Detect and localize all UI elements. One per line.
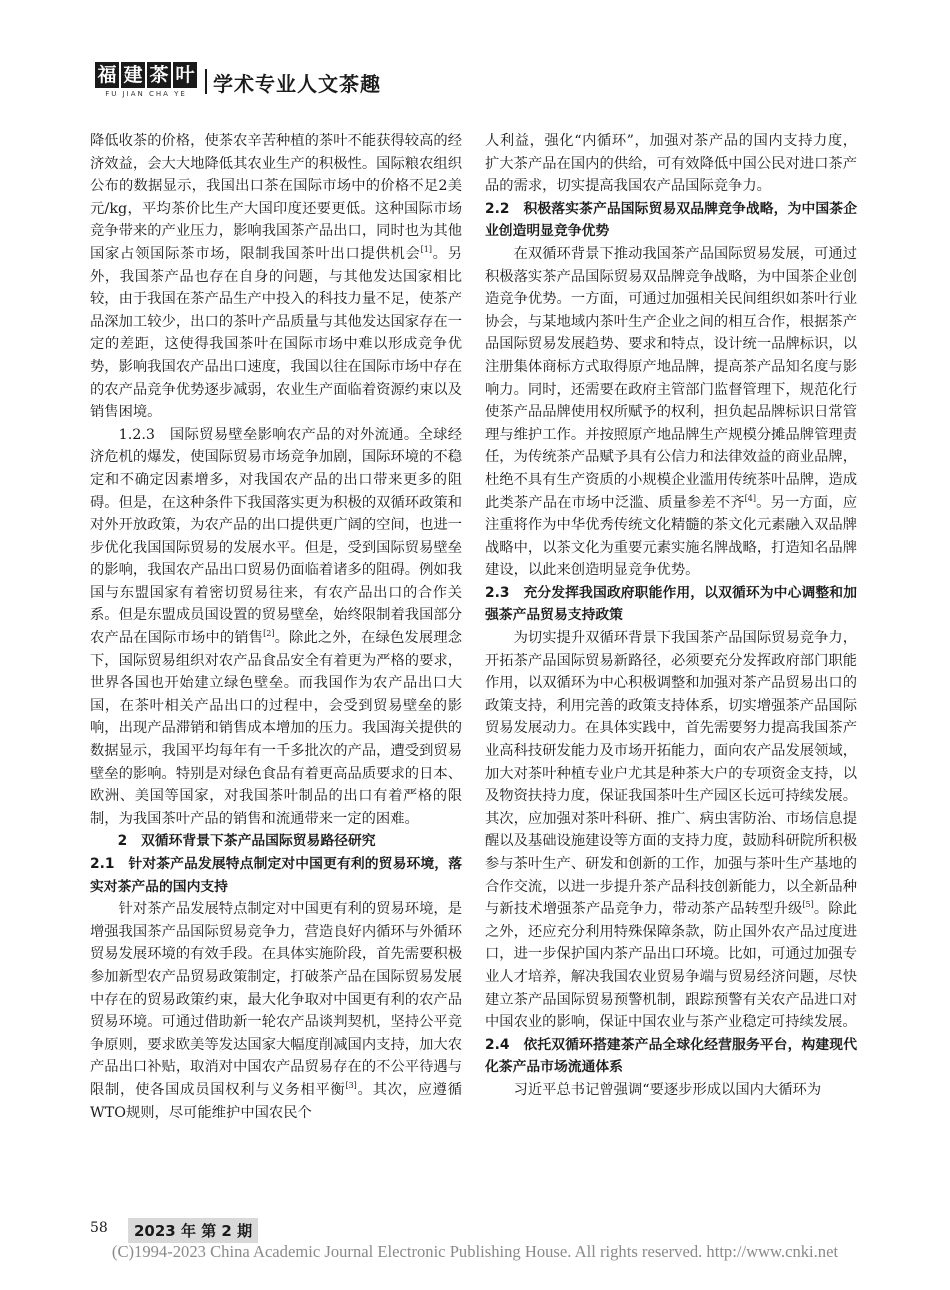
paragraph-text: 2.1 针对茶产品发展特点制定对中国更有利的贸易环境，落实对茶产品的国内支持 [90, 856, 462, 895]
paragraph-text: 为切实提升双循环背景下我国茶产品国际贸易竞争力，开拓茶产品国际贸易新路径，必须要充分发挥政府部门职能作用，以双循环为中心积极调整和加强对茶产品贸易出口的政策支持，利用完善的政策支持体系，切实增强茶产品国际贸易发展动力。在具体实践中，首先需要努力提高我国茶产业高科技研发能力及市场开拓能力，面向农产品发展领域，加大对茶叶种植专业户尤其是种茶大户的专项资金支持，以及物资扶持力度，保证我国茶叶生产园区长远可持续发展。其次，应加强对茶叶科研、推广、病虫害防治、市场信息提醒以及基础设施建设等方面的支持力度，鼓励科研院所积极参与茶叶生产、研发和创新的工作，加强与茶叶生产基地的合作交流，以进一步提升茶产品科技创新能力，以全新品种与新技术增强茶产品竞争力，带动茶产品转型升级 [485, 630, 857, 918]
paragraph [90, 130, 462, 424]
paragraph [485, 243, 857, 582]
logo-char: 叶 [173, 62, 197, 88]
citation-ref: [1] [420, 244, 432, 254]
citation-ref: [2] [263, 629, 275, 639]
citation-ref: [3] [345, 1080, 357, 1090]
paragraph-text: 2.2 积极落实茶产品国际贸易双品牌竞争战略，为中国茶企业创造明显竞争优势 [485, 200, 857, 240]
journal-header [95, 62, 865, 102]
journal-logo [95, 62, 197, 100]
paragraph [485, 1079, 857, 1102]
logo-subtitle: FU JIAN CHA YE [105, 90, 187, 98]
paragraph-text: 。其次，应遵循WTO规则，尽可能维护中国农民个 [90, 1081, 463, 1121]
section-heading [485, 582, 857, 627]
paragraph-text: 。除此之外，在绿色发展理念下，国际贸易组织对农产品食品安全有着更为严格的要求，世界各国也开始建立绿色壁垒。而我国作为农产品出口大国，在茶叶相关产品出口的过程中，会受到贸易壁垒的影响，出现产品滞销和销售成本增加的压力。我国海关提供的数据显示，我国平均每年有一千多批次的产品，遭受到贸易壁垒的影响。特别是对绿色食品有着更高品质要求的日本、欧洲、美国等国家，对我国茶叶制品的出口有着严格的限制，为我国茶叶产品的销售和流通带来一定的困难。 [90, 630, 463, 827]
section-heading [90, 830, 462, 853]
section-heading [90, 853, 462, 898]
citation-ref: [4] [744, 493, 757, 503]
paragraph-text: 降低收茶的价格，使茶农辛苦种植的茶叶不能获得较高的经济效益，会大大地降低其农业生产的积极性。国际粮农组织公布的数据显示，我国出口茶在国际市场中的价格不足2美元/kg，平均茶价比生产大国印度还要更低。这种国际市场竞争带来的产业压力，影响我国茶产品出口，同时也为其他国家占领国际茶市场，限制我国茶叶出口提供机会 [90, 133, 462, 262]
paragraph-text: 2 双循环背景下茶产品国际贸易路径研究 [117, 833, 376, 850]
right-column [485, 130, 857, 1102]
paragraph-text: 2.3 充分发挥我国政府职能作用，以双循环为中心调整和加强茶产品贸易支持政策 [485, 584, 857, 624]
section-heading [485, 1034, 857, 1079]
paragraph [485, 130, 857, 198]
paragraph [90, 424, 462, 831]
logo-char: 福 [95, 62, 119, 88]
page-number: 58 [90, 1220, 108, 1236]
paragraph [485, 627, 857, 1034]
paragraph-text: 在双循环背景下推动我国茶产品国际贸易发展，可通过积极落实茶产品国际贸易双品牌竞争战略，为中国茶企业创造竞争优势。一方面，可通过加强相关民间组织如茶叶行业协会，与某地域内茶叶生产企业之间的相互合作，根据茶产品国际贸易发展趋势、要求和特点，设计统一品牌标识，以注册集体商标方式取得原产地品牌，提高茶产品知名度与影响力。同时，还需要在政府主管部门监督管理下，规范化行使茶产品品牌使用权所赋予的权利，担负起品牌标识日常管理与维护工作。并按照原产地品牌生产规模分摊品牌管理责任，为传统茶产品赋予具有公信力和法律效益的商业品牌，杜绝不具有生产资质的小规模企业滥用传统茶叶品牌，造成此类茶产品在市场中泛滥、质量参差不齐 [485, 245, 857, 511]
section-heading [485, 198, 857, 243]
logo-char: 建 [121, 62, 145, 88]
paragraph-text: 人利益，强化“内循环”，加强对茶产品的国内支持力度，扩大茶产品在国内的供给，可有效降低中国公民对进口茶产品的需求，切实提高我国农产品国际竞争力。 [485, 133, 857, 195]
paragraph-text: 2.4 依托双循环搭建茶产品全球化经营服务平台，构建现代化茶产品市场流通体系 [485, 1036, 857, 1076]
paragraph-text: 。除此之外，还应充分利用特殊保障条款，防止国外农产品过度进口，进一步保护国内茶产品出口环境。比如，可通过加强专业人才培养，解决我国农业贸易争端与贸易经济问题，尽快建立茶产品国际贸易预警机制，跟踪预警有关农产品进口对中国农业的影响，保证中国农业与茶产业稳定可持续发展。 [485, 901, 857, 1031]
citation-ref: [5] [802, 900, 814, 910]
copyright-notice: (C)1994-2023 China Academic Journal Electronic Publishing House. All rights reserved. http://www.cnki.net [111, 1242, 839, 1261]
header-divider [205, 69, 207, 94]
paragraph-text: 1.2.3 国际贸易壁垒影响农产品的对外流通。全球经济危机的爆发，使国际贸易市场竞争加剧，国际环境的不稳定和不确定因素增多，对我国农产品的出口带来更多的阻碍。但是，在这种条件下我国落实更为积极的双循环政策和对外开放政策，为农产品的出口提供更广阔的空间，也进一步优化我国国际贸易的发展水平。但是，受到国际贸易壁垒的影响，我国农产品出口贸易仍面临着诸多的阻碍。例如我国与东盟国家有着密切贸易往来，有农产品出口的合作关系。但是东盟成员国设置的贸易壁垒，始终限制着我国部分农产品在国际市场中的销售 [90, 426, 462, 647]
issue-label: 2023 年 第 2 期 [128, 1218, 258, 1243]
paragraph-text: 。另外，我国茶产品也存在自身的问题，与其他发达国家相比较，由于我国在茶产品生产中投入的科技力量不足，使茶产品深加工较少，出口的茶叶产品质量与其他发达国家存在一定的差距，这使得我国茶叶在国际市场中难以形成竞争优势，影响我国农产品出口速度，我国以往在国际市场中存在的农产品竞争优势逐步减弱，农业生产面临着资源约束以及销售困境。 [90, 245, 463, 421]
paragraph-text: 习近平总书记曾强调“要逐步形成以国内大循环为 [513, 1081, 822, 1098]
paragraph-text: 。另一方面，应注重将作为中华优秀传统文化精髓的茶文化元素融入双品牌战略中，以茶文化为重要元素实施名牌战略，打造知名品牌建设，以此来创造明显竞争优势。 [485, 494, 857, 579]
paragraph [90, 898, 462, 1124]
left-column [90, 130, 462, 1124]
paragraph-text: 针对茶产品发展特点制定对中国更有利的贸易环境，是增强我国茶产品国际贸易竞争力，营造良好内循环与外循环贸易发展环境的有效手段。在具体实施阶段，首先需要积极参加新型农产品贸易政策制定，打破茶产品在国际贸易发展中存在的贸易政策约束，最大化争取对中国更有利的农产品贸易环境。可通过借助新一轮农产品谈判契机，坚持公平竞争原则，要求欧美等发达国家大幅度削减国内支持，加大农产品出口补贴，取消对中国农产品贸易存在的不公平待遇与限制，使各国成员国权利与义务相平衡 [90, 901, 462, 1098]
journal-tagline: 学术专业人文茶趣 [213, 72, 381, 96]
logo-char: 茶 [147, 62, 171, 88]
